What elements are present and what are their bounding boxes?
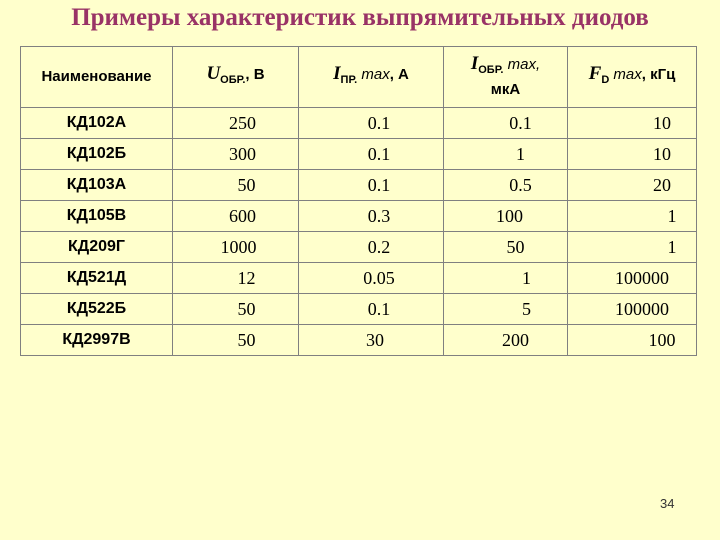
table-row (21, 294, 697, 325)
cell-fd: 1 (568, 201, 697, 232)
cell-iobr: 50 (444, 232, 568, 263)
page-number: 34 (660, 496, 675, 511)
header-ipr-unit: , А (389, 66, 409, 83)
cell-name: КД103А (21, 170, 173, 201)
header-ipr-subscript: ПР. (340, 74, 358, 86)
cell-iobr: 1 (444, 139, 568, 170)
cell-ipr: 0.1 (299, 294, 444, 325)
table-row (21, 108, 697, 139)
header-ipr-max: max (357, 66, 390, 83)
cell-iobr: 0.5 (444, 170, 568, 201)
cell-ipr: 0.3 (299, 201, 444, 232)
cell-iobr: 200 (444, 325, 568, 356)
header-iobr-symbol: I (470, 53, 479, 74)
cell-name: КД2997В (21, 325, 173, 356)
cell-u: 50 (173, 170, 299, 201)
header-fd-subscript: D (601, 74, 610, 86)
cell-iobr: 1 (444, 263, 568, 294)
cell-u: 600 (173, 201, 299, 232)
cell-ipr: 0.05 (299, 263, 444, 294)
cell-name: КД209Г (21, 232, 173, 263)
cell-ipr: 0.2 (299, 232, 444, 263)
cell-fd: 1 (568, 232, 697, 263)
cell-u: 250 (173, 108, 299, 139)
cell-u: 50 (173, 294, 299, 325)
header-name (21, 47, 173, 108)
header-reverse-current (444, 47, 568, 108)
cell-name: КД105В (21, 201, 173, 232)
header-frequency (568, 47, 697, 108)
slide-title: Примеры характеристик выпрямительных диодов (71, 4, 649, 31)
cell-iobr: 0.1 (444, 108, 568, 139)
header-name-label: Наименование (41, 68, 152, 85)
header-u-symbol: U (206, 63, 221, 84)
cell-name: КД522Б (21, 294, 173, 325)
header-fd-max: max (609, 66, 642, 83)
cell-name: КД521Д (21, 263, 173, 294)
header-iobr-max: max, (503, 56, 541, 73)
header-fd-symbol: F (588, 63, 602, 84)
cell-fd: 100000 (568, 263, 697, 294)
cell-iobr: 100 (444, 201, 568, 232)
table-row (21, 232, 697, 263)
cell-fd: 100000 (568, 294, 697, 325)
cell-fd: 10 (568, 108, 697, 139)
table-row (21, 263, 697, 294)
cell-u: 50 (173, 325, 299, 356)
cell-iobr: 5 (444, 294, 568, 325)
cell-name: КД102А (21, 108, 173, 139)
cell-u: 300 (173, 139, 299, 170)
header-iobr-subscript: ОБР. (478, 64, 504, 76)
cell-name: КД102Б (21, 139, 173, 170)
header-u-subscript: ОБР. (220, 74, 246, 86)
table-row (21, 170, 697, 201)
cell-u: 1000 (173, 232, 299, 263)
cell-u: 12 (173, 263, 299, 294)
cell-ipr: 0.1 (299, 170, 444, 201)
cell-ipr: 0.1 (299, 108, 444, 139)
header-forward-current (299, 47, 444, 108)
cell-fd: 10 (568, 139, 697, 170)
cell-fd: 100 (568, 325, 697, 356)
header-u-unit: , В (245, 66, 265, 83)
table-header-row (21, 47, 697, 108)
table-row (21, 201, 697, 232)
header-fd-unit: , кГц (641, 66, 676, 83)
table-row (21, 325, 697, 356)
table-row (21, 139, 697, 170)
cell-fd: 20 (568, 170, 697, 201)
cell-ipr: 0.1 (299, 139, 444, 170)
diode-characteristics-table (20, 46, 697, 356)
header-iobr-unit: мкА (490, 81, 521, 98)
header-reverse-voltage (173, 47, 299, 108)
header-ipr-symbol: I (333, 63, 341, 84)
cell-ipr: 30 (299, 325, 444, 356)
